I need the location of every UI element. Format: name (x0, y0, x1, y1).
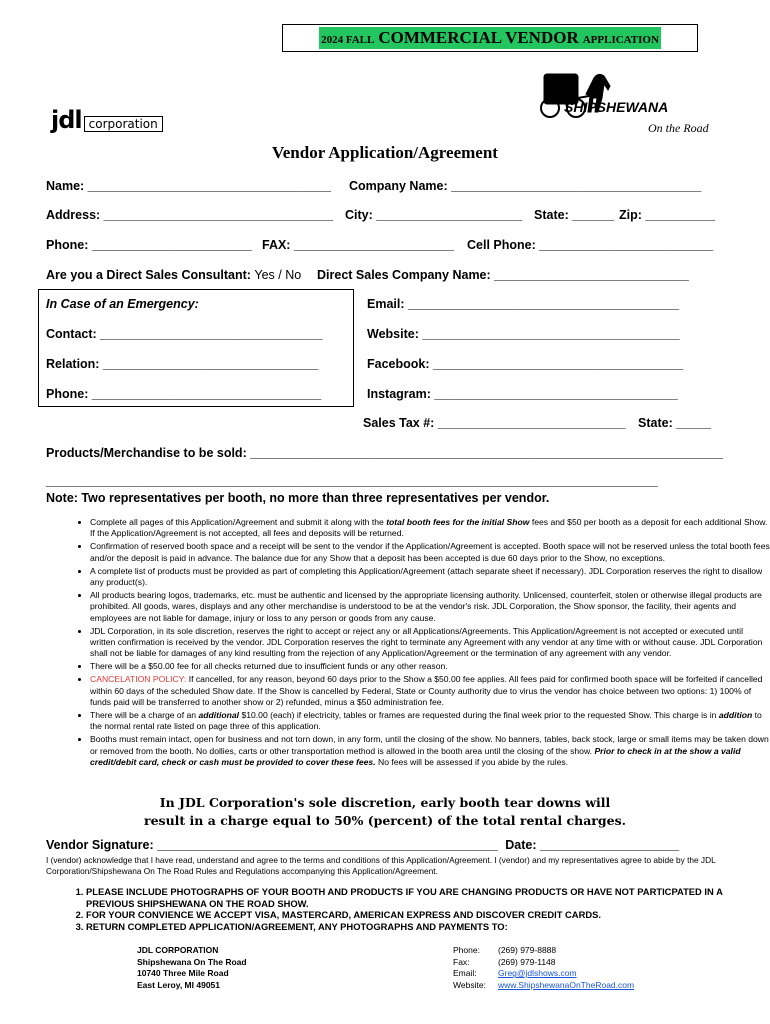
facebook-field[interactable]: Facebook: ____________________________________ (367, 357, 684, 371)
cancelation-policy-label: CANCELATION POLICY: (90, 674, 187, 685)
instruction-item: 2. FOR YOUR CONVIENCE WE ACCEPT VISA, MASTERCARD, AMERICAN EXPRESS AND DISCOVER CREDIT CARDS. (86, 909, 766, 921)
contact-field[interactable]: Contact: ________________________________ (46, 327, 323, 341)
acknowledgement-text: I (vendor) acknowledge that I have read, understand and agree to the terms and conditions of this Application/Agreement. I (vendor) and my representatives agree to abide by the JDL Corporation/Shipshewana On The Road Rules and Regulations accompanying this Application/Agreement. (46, 855, 716, 876)
products-field-line2[interactable]: ________________________________________________________________________________________ (46, 474, 658, 488)
emergency-heading: In Case of an Emergency: (46, 297, 199, 311)
website-field[interactable]: Website: _____________________________________ (367, 327, 680, 341)
note-text: Note: Two representatives per booth, no more than three representatives per vendor. (46, 491, 550, 505)
rule-item: • There will be a $50.00 fee for all checks returned due to insufficient funds or any other reason. (90, 661, 770, 672)
jdl-logo: jdl corporation (51, 106, 163, 134)
company-field[interactable]: Company Name: ____________________________________ (349, 179, 702, 193)
address-field[interactable]: Address: _________________________________ (46, 208, 334, 222)
contact-phone: (269) 979-8888 (498, 945, 557, 955)
email-field[interactable]: Email: _______________________________________ (367, 297, 680, 311)
rule-item: • There will be a charge of an additional $10.00 (each) if electricity, tables or frames are requested during the final week prior to the requested Show. This charge is in addition to the normal rental rate listed on page three of this application. (90, 710, 770, 733)
date-field[interactable]: Date: ____________________ (505, 838, 680, 852)
final-instructions (46, 886, 766, 932)
contact-fax: (269) 979-1148 (498, 956, 556, 967)
signature-row (46, 838, 679, 852)
sales-tax-field[interactable]: Sales Tax #: ___________________________ (363, 416, 626, 430)
instagram-field[interactable]: Instagram: ___________________________________ (367, 387, 678, 401)
rule-item: • JDL Corporation, in its sole discretion, reserves the right to accept or reject any or all Applications/Agreements. This Application/Agreement is not accepted or executed until written confirmation is received by the vendor. JDL Corporation reserves the right to terminate any Agreement with any vendor at any time with or without cause. JDL Corporation shall not be liable for damages of any kind resulting from the rejection of any Application/Agreement or the termination of any agreement with any vendor. (90, 626, 770, 660)
page-title: Vendor Application/Agreement (272, 143, 498, 162)
contact-info: Phone: (269) 979-8888 Fax: (269) 979-1148 Email: Greg@jdlshows.com Website: www.ShipshewanaOnTheRoad.com (453, 945, 635, 990)
instruction-item: 1. PLEASE INCLUDE PHOTOGRAPHS OF YOUR BOOTH AND PRODUCTS IF YOU ARE CHANGING PRODUCTS OR HAVE NOT PARTICPATED IN A PREVIOUS SHIPSHEWANA ON THE ROAD SHOW. (86, 886, 766, 909)
direct-sales-question: Are you a Direct Sales Consultant: Yes / No (46, 268, 302, 282)
ship-tag: On the Road (648, 121, 709, 135)
banner-text: 2024 FALL COMMERCIAL VENDOR APPLICATION (321, 28, 659, 47)
zip-field[interactable]: Zip: __________ (619, 208, 715, 222)
fax-field[interactable]: FAX: _______________________ (262, 238, 454, 252)
email-link[interactable]: Greg@jdlshows.com (498, 968, 577, 979)
website-link[interactable]: www.ShipshewanaOnTheRoad.com (498, 979, 635, 990)
products-field[interactable]: Products/Merchandise to be sold: ____________________________________________________________________ (46, 446, 723, 460)
title-banner (282, 24, 698, 52)
signature-field[interactable]: Vendor Signature: _________________________________________________ (46, 838, 498, 852)
rule-item: • Booths must remain intact, open for business and not torn down, in any form, until the closing of the show. No banners, tables, back stock, large or small items may be taken down or removed from the booth. No dollies, carts or other transportation method is allowed in the booth area until the closing of the show. Prior to check in at the show a valid credit/debit card, check or cash must be provided to cover these fees. No fees will be assessed if you abide by the rules. (90, 734, 770, 768)
instruction-item: 3. RETURN COMPLETED APPLICATION/AGREEMENT, ANY PHOTOGRAPHS AND PAYMENTS TO: (86, 921, 766, 933)
name-field[interactable]: Name: ___________________________________ (46, 179, 331, 193)
rules-list (46, 517, 770, 770)
city-field[interactable]: City: _____________________ (345, 208, 523, 222)
ship-name: SHIPSHEWANA (564, 99, 669, 115)
mailing-address: JDL CORPORATION Shipshewana On The Road 10740 Three Mile Road East Leroy, MI 49051 (137, 945, 247, 990)
state-field[interactable]: State: ______ (534, 208, 614, 222)
phone-field[interactable]: Phone: _______________________ (46, 238, 252, 252)
tax-state-field[interactable]: State: _____ (638, 416, 711, 430)
direct-company-field[interactable]: Direct Sales Company Name: ____________________________ (317, 268, 689, 282)
rule-item: • A complete list of products must be provided as part of completing this Application/Agreement (attach separate sheet if necessary). JDL Corporation reserves the right to disallow any product(s). (90, 566, 770, 589)
cell-field[interactable]: Cell Phone: _________________________ (467, 238, 714, 252)
rule-item: • All products bearing logos, trademarks, etc. must be authentic and licensed by the appropriate licensing authority. Unlicensed, counterfeit, stolen or otherwise illegal products are prohibited. All goods, wares, displays and any other merchandise is understood to be at the vendor's risk. JDL Corporation, the Show sponsor, the facility, their agents and employees are not liable for damage, injury or loss to any person or goods from any cause. (90, 590, 770, 624)
direct-sales-answer[interactable]: Yes / No (254, 268, 302, 282)
rule-item: • CANCELATION POLICY: If cancelled, for any reason, beyond 60 days prior to the Show a $50.00 fee applies. All fees paid for confirmed booth space will be forfeited if cancelled within 60 days of the scheduled Show date. If the Show is cancelled by Federal, State or County authority due to virus the vendor has choice between two options: 1) 100% of funds paid will be transferred to another show or 2) refunded, minus a $50 administration fee. (90, 674, 770, 708)
relation-field[interactable]: Relation: _______________________________ (46, 357, 319, 371)
rule-item: • Confirmation of reserved booth space and a receipt will be sent to the vendor if the Application/Agreement is accepted. Booth space will not be reserved unless the total booth fees and/or the deposit is paid in advance. The balance due for any Show that a deposit has been accepted is due 60 days prior to the Show, no exceptions. (90, 541, 770, 564)
rule-item: • Complete all pages of this Application/Agreement and submit it along with the total booth fees for the initial Show fees and $50 per booth as a deposit for each additional Show. If the Application/Agreement is not accepted, all fees and deposits will be returned. (90, 517, 770, 540)
early-teardown-warning: In JDL Corporation's sole discretion, early booth tear downs will result in a charge equal to 50% (percent) of the total rental charges. (144, 795, 626, 828)
shipshewana-logo (538, 70, 718, 140)
emergency-phone-field[interactable]: Phone: _________________________________ (46, 387, 322, 401)
